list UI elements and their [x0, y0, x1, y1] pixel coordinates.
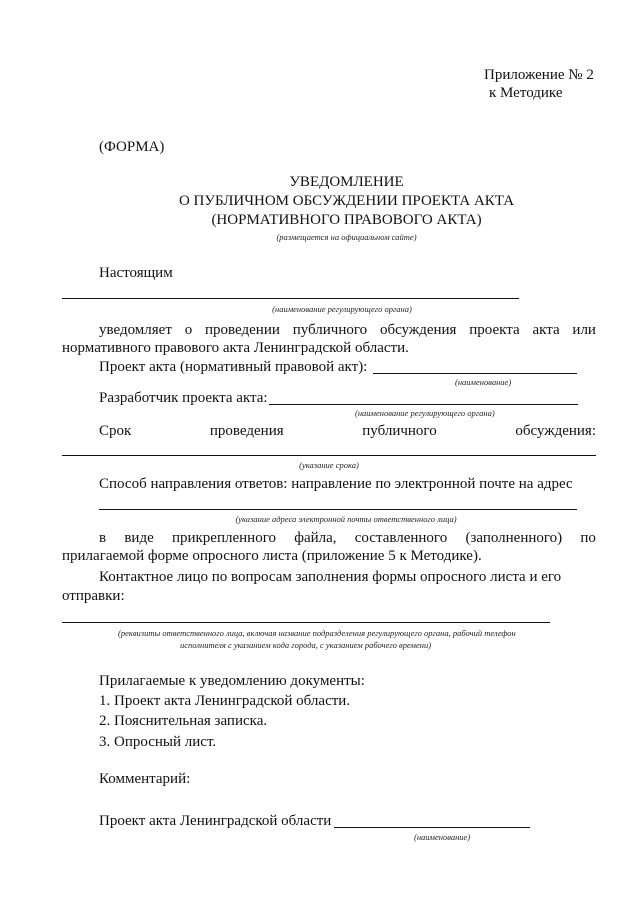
contact-note-2: исполнителя с указанием кода города, с указанием рабочего времени)	[180, 640, 432, 650]
regulator-note: (наименование регулирующего органа)	[272, 304, 412, 314]
notify-line-2: нормативного правового акта Ленинградской области.	[62, 340, 409, 356]
email-line	[99, 509, 577, 510]
appendix-number: Приложение № 2	[484, 67, 594, 83]
file-word: составленного	[354, 530, 448, 546]
term-word: Срок	[99, 423, 132, 439]
notify-word: или	[572, 322, 596, 338]
developer-label: Разработчик проекта акта:	[99, 390, 268, 406]
attachments-heading: Прилагаемые к уведомлению документы:	[99, 673, 365, 689]
notify-word: о	[184, 322, 193, 338]
notify-word: проекта	[469, 322, 520, 338]
draft-act-line	[373, 373, 577, 374]
title-note: (размещается на официальном сайте)	[276, 232, 417, 242]
file-line-1	[99, 529, 596, 547]
term-word: проведения	[209, 423, 284, 439]
title-line-1: УВЕДОМЛЕНИЕ	[289, 174, 404, 190]
hereby-text: Настоящим	[99, 265, 173, 281]
footer-name-line	[334, 827, 530, 828]
notify-word: акта	[532, 322, 560, 338]
notify-word: уведомляет	[99, 322, 172, 338]
notify-word: обсуждения	[379, 322, 457, 338]
attachment-item: 3. Опросный лист.	[99, 734, 217, 750]
notify-line-1	[99, 321, 596, 339]
developer-line	[269, 404, 578, 405]
comment-label: Комментарий:	[99, 771, 191, 787]
draft-act-label: Проект акта (нормативный правовой акт):	[99, 359, 368, 375]
attachment-item: 2. Пояснительная записка.	[99, 713, 268, 729]
title-line-3: (НОРМАТИВНОГО ПРАВОВОГО АКТА)	[211, 212, 482, 228]
appendix-method: к Методике	[489, 85, 563, 101]
contact-underline	[62, 622, 550, 623]
term-line	[99, 422, 596, 440]
response-method-text: Способ направления ответов: направление по электронной почте на адрес	[99, 476, 573, 492]
email-note: (указание адреса электронной почты ответственного лица)	[235, 514, 457, 524]
developer-note: (наименование регулирующего органа)	[355, 408, 495, 418]
term-underline	[62, 455, 596, 456]
file-word: файла,	[294, 530, 337, 546]
contact-line-2: отправки:	[62, 588, 125, 604]
file-word: виде	[124, 530, 154, 546]
regulator-line	[62, 298, 519, 299]
term-word: публичного	[362, 423, 437, 439]
contact-line-1: Контактное лицо по вопросам заполнения формы опросного листа и его	[99, 569, 562, 585]
term-note: (указание срока)	[299, 460, 359, 470]
file-word: прикрепленного	[171, 530, 276, 546]
footer-name-note: (наименование)	[414, 832, 471, 842]
file-line-2: прилагаемой форме опросного листа (приложение 5 к Методике).	[62, 548, 482, 564]
term-word: обсуждения:	[515, 423, 596, 439]
footer-draft-label: Проект акта Ленинградской области	[99, 813, 332, 829]
title-line-2: О ПУБЛИЧНОМ ОБСУЖДЕНИИ ПРОЕКТА АКТА	[178, 193, 515, 209]
notify-word: публичного	[292, 322, 368, 338]
file-word: по	[580, 530, 596, 546]
draft-act-note: (наименование)	[455, 377, 512, 387]
file-word: в	[99, 530, 107, 546]
attachment-item: 1. Проект акта Ленинградской области.	[99, 693, 351, 709]
contact-note-1: (реквизиты ответственного лица, включая название подразделения регулирующего органа, рабочий телефон	[118, 628, 516, 638]
form-label: (ФОРМА)	[99, 139, 165, 155]
file-word: (заполненного)	[465, 530, 563, 546]
notify-word: проведении	[205, 322, 280, 338]
